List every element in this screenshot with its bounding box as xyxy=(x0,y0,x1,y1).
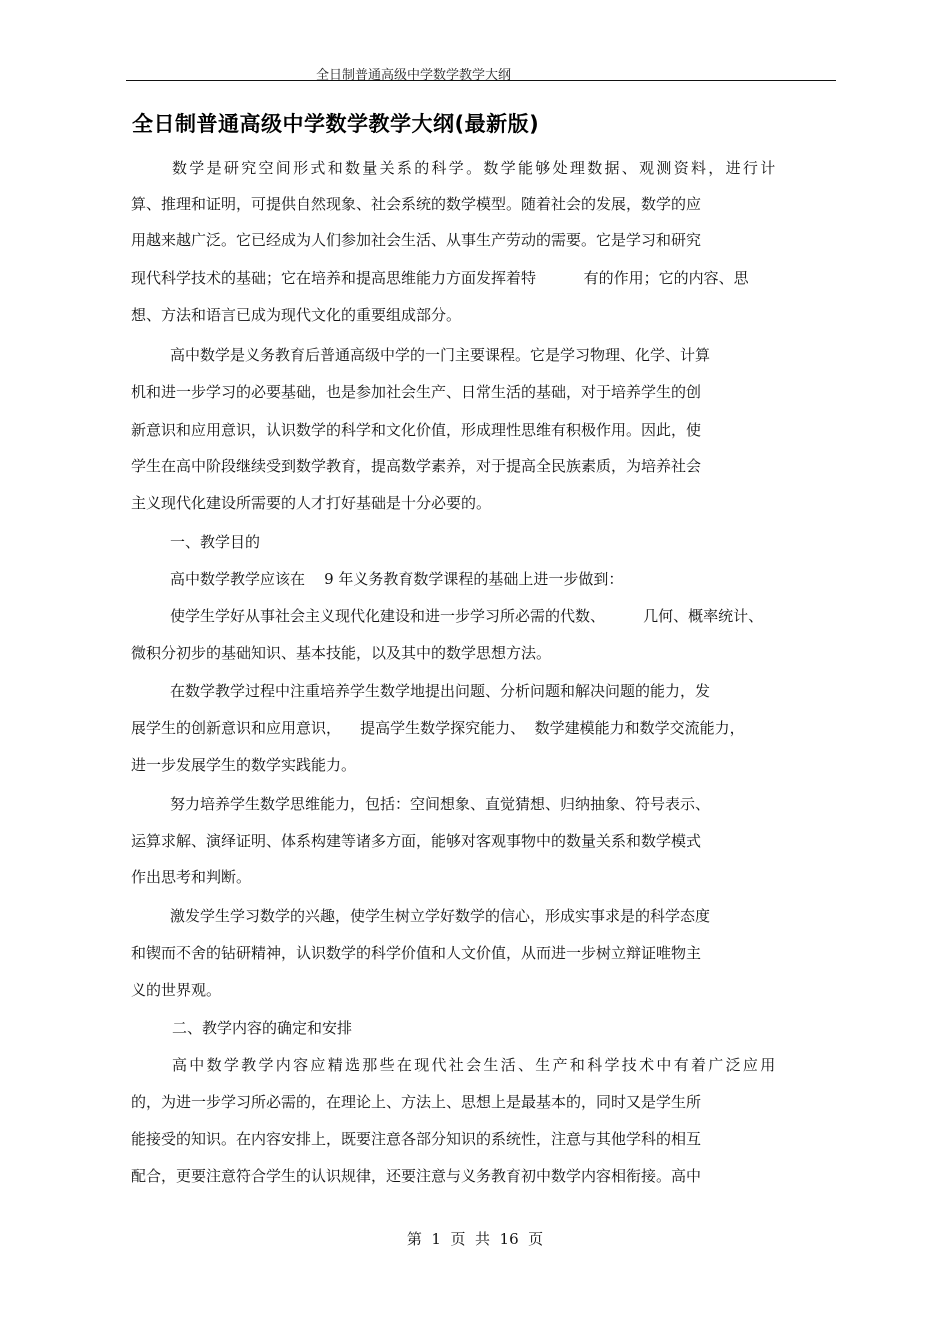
body-line: 学生在高中阶段继续受到数学教育，提高数学素养，对于提高全民族素质，为培养社会 xyxy=(131,457,702,475)
body-line: 展学生的创新意识和应用意识， 提高学生数学探究能力、 数学建模能力和数学交流能力， xyxy=(131,719,745,737)
body-line: 和锲而不舍的钻研精神，认识数学的科学价值和人文价值，从而进一步树立辩证唯物主 xyxy=(131,944,702,962)
section-heading: 二、教学内容的确定和安排 xyxy=(172,1019,353,1037)
body-line: 能接受的知识。在内容安排上，既要注意各部分知识的系统性，注意与其他学科的相互 xyxy=(131,1130,702,1148)
body-line: 进一步发展学生的数学实践能力。 xyxy=(131,756,357,774)
body-line: 新意识和应用意识，认识数学的科学和文化价值，形成理性思维有积极作用。因此，使 xyxy=(131,421,702,439)
body-line: 努力培养学生数学思维能力，包括：空间想象、直觉猜想、归纳抽象、符号表示、 xyxy=(170,795,711,813)
body-line: 配合，更要注意符合学生的认识规律，还要注意与义务教育初中数学内容相衔接。高中 xyxy=(131,1167,702,1185)
body-line: 数学是研究空间形式和数量关系的科学。数学能够处理数据、观测资料，进行计 xyxy=(172,159,778,177)
body-line: 用越来越广泛。它已经成为人们参加社会生活、从事生产劳动的需要。它是学习和研究 xyxy=(131,231,702,249)
page-number: 第 1 页 共 16 页 xyxy=(406,1230,544,1248)
body-line: 义的世界观。 xyxy=(131,981,222,999)
body-line: 机和进一步学习的必要基础，也是参加社会生产、日常生活的基础，对于培养学生的创 xyxy=(131,383,702,401)
body-line: 激发学生学习数学的兴趣，使学生树立学好数学的信心，形成实事求是的科学态度 xyxy=(170,907,711,925)
body-line: 作出思考和判断。 xyxy=(131,868,252,886)
body-line: 高中数学教学应该在 9 年义务教育数学课程的基础上进一步做到： xyxy=(170,570,624,588)
body-line: 现代科学技术的基础；它在培养和提高思维能力方面发挥着特 有的作用；它的内容、思 xyxy=(131,269,749,287)
document-title: 全日制普通高级中学数学教学大纲(最新版) xyxy=(132,112,540,136)
body-line: 的，为进一步学习所必需的，在理论上、方法上、思想上是最基本的，同时又是学生所 xyxy=(131,1093,702,1111)
body-line: 主义现代化建设所需要的人才打好基础是十分必要的。 xyxy=(131,494,492,512)
body-line: 使学生学好从事社会主义现代化建设和进一步学习所必需的代数、 几何、概率统计、 xyxy=(170,607,764,625)
body-line: 想、方法和语言已成为现代文化的重要组成部分。 xyxy=(131,306,462,324)
body-line: 高中数学是义务教育后普通高级中学的一门主要课程。它是学习物理、化学、计算 xyxy=(170,346,711,364)
body-line: 高中数学教学内容应精选那些在现代社会生活、生产和科学技术中有着广泛应用 xyxy=(172,1056,778,1074)
body-line: 运算求解、演绎证明、体系构建等诸多方面，能够对客观事物中的数量关系和数学模式 xyxy=(131,832,702,850)
section-heading: 一、教学目的 xyxy=(170,533,261,551)
header-divider xyxy=(126,80,836,81)
body-line: 算、推理和证明，可提供自然现象、社会系统的数学模型。随着社会的发展，数学的应 xyxy=(131,195,702,213)
body-line: 微积分初步的基础知识、基本技能，以及其中的数学思想方法。 xyxy=(131,644,552,662)
body-line: 在数学教学过程中注重培养学生数学地提出问题、分析问题和解决问题的能力，发 xyxy=(170,682,711,700)
running-header: 全日制普通高级中学数学教学大纲 xyxy=(316,68,512,83)
